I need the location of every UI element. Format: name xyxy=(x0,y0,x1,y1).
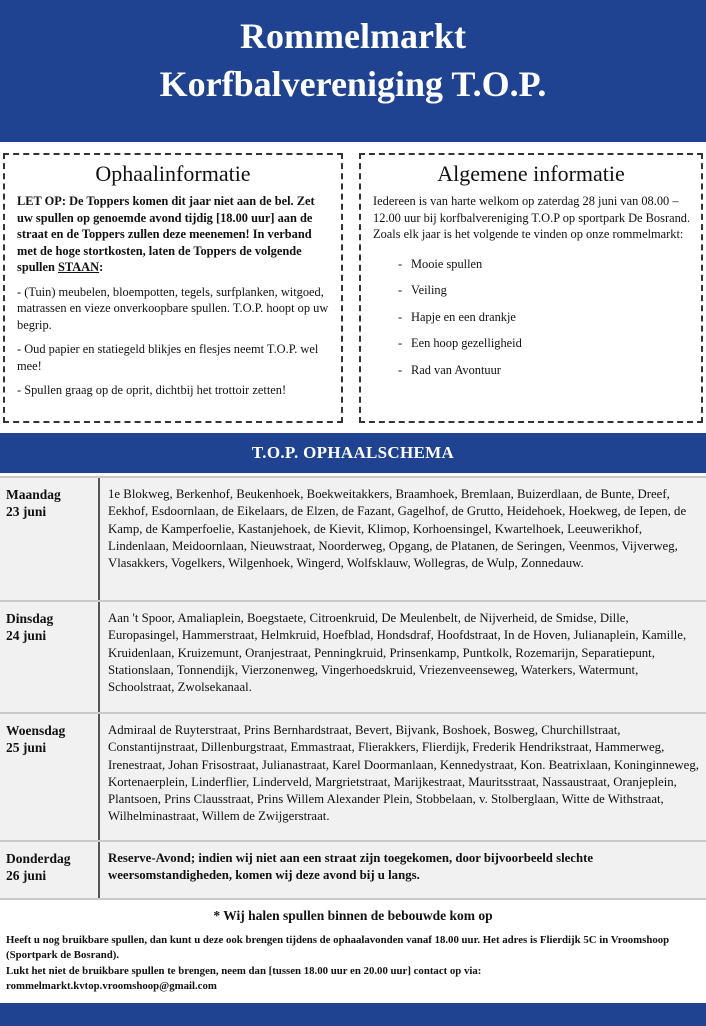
street-list: Aan 't Spoor, Amaliaplein, Boegstaete, Citroenkruid, De Meulenbelt, de Nijverheid, de Smidse, Dille, Europasingel, Hammerstraat, Helmkruid, Hoefblad, Hondsdraf, Hoofdstraat, In de Hoven, Julianaplein, Kamille, Kruidenlaan, Kruizemunt, Oranjestraat, Penningkruid, Prinsenkamp, Puntkolk, Rozemarijn, Separatiepunt, Stationslaan, Tonnendijk, Vierzonenweg, Vingerhoedskruid, Vriezenveenseweg, Waterkers, Watermunt, Schoolstraat, Zwolsekanaal. xyxy=(108,611,687,695)
algemene-informatie-title: Algemene informatie xyxy=(437,161,625,186)
street-list: 1e Blokweg, Berkenhof, Beukenhoek, Boekweitakkers, Braamhoek, Bremlaan, Buizerdlaan, de Bunte, Dreef, Eekhof, Esdoornlaan, de Eikelaars, de Elzen, de Fazant, Gagelhof, de Grutto, Heidehoek, Hoekweg, de Iepen, de Kamp, de Kamperfoelie, Kastanjehoek, de Kievit, Klimop, Korhoensingel, Kwartelhoek, Leeuwerikhof, Lindenlaan, Meidoornlaan, Nieuwstraat, Noorderweg, Opgang, de Platanen, de Seringen, Veenmos, Vijverweg, Vlasakkers, Vogelkers, Wilgenhoek, Wingerd, Wolfsklauw, Wollegras, de Wulp, Zonnedauw. xyxy=(108,487,687,571)
ophaalinformatie-title: Ophaalinformatie xyxy=(95,161,251,186)
street-list: Reserve-Avond; indien wij niet aan een straat zijn toegekomen, door bijvoorbeeld slechte weersomstandigheden, komen wij deze avond bij u langs. xyxy=(108,851,594,883)
footer-info xyxy=(0,924,706,994)
ophaal-notice xyxy=(17,193,331,276)
bottom-bar xyxy=(0,1003,706,1026)
day-date: 26 juni xyxy=(6,868,47,883)
ophaalschema-title: T.O.P. OPHAALSCHEMA xyxy=(0,433,706,473)
ophaal-notice-underlined: STAAN xyxy=(57,260,100,274)
page-title: Rommelmarkt xyxy=(240,16,466,56)
schedule-row-donderdag xyxy=(0,840,706,898)
ophaal-item: - Oud papier en statiegeld blikjes en flesjes neemt T.O.P. wel mee! xyxy=(17,342,319,373)
street-list: Admiraal de Ruyterstraat, Prins Bernhardstraat, Bevert, Bijvank, Boshoek, Bosweg, Churchillstraat, Constantijnstraat, Dillenburgstraat, Emmastraat, Flierakkers, Flierdijk, Frederik Hendrikstraat, Hammerweg, Irenestraat, Johan Frisostraat, Julianastraat, Karel Doormanlaan, Kennedystraat, Kon. Beatrixlaan, Koninginneweg, Kortenaerplein, Linderflier, Linderveld, Margrietstraat, Marijkestraat, Mauritsstraat, Nassaustraat, Oranjeplein, Plantsoen, Prins Clausstraat, Prins Willem Alexander Plein, Stobbelaan, v. Stolberglaan, Witte de Withstraat, Wilhelminastraat, Willem de Zwijgerstraat. xyxy=(108,723,699,824)
algemeen-list xyxy=(373,251,691,384)
contact-email: rommelmarkt.kvtop.vroomshoop@gmail.com xyxy=(6,979,217,992)
schedule-row-woensdag xyxy=(0,712,706,840)
page-header xyxy=(0,0,706,142)
footer xyxy=(0,898,706,1002)
day-name: Maandag xyxy=(6,487,61,502)
footer-note: * Wij halen spullen binnen de bebouwde kom op xyxy=(213,908,493,923)
list-item: - Hapje en een drankje xyxy=(373,304,691,331)
schedule-day xyxy=(0,842,100,898)
algemene-informatie-box xyxy=(359,153,703,423)
day-name: Donderdag xyxy=(6,851,71,866)
algemeen-intro: Iedereen is van harte welkom op zaterdag 28 juni van 08.00 – 12.00 uur bij korfbalvereniging T.O.P op sportpark De Bosrand. xyxy=(373,194,691,225)
ophaalschema xyxy=(0,433,706,473)
schedule-day xyxy=(0,602,100,712)
day-name: Dinsdag xyxy=(6,611,54,626)
list-item: - Mooie spullen xyxy=(373,251,691,278)
day-date: 23 juni xyxy=(6,504,47,519)
footer-info-line: Lukt het niet de bruikbare spullen te brengen, neem dan [tussen 18.00 uur en 20.00 uur] contact op via: xyxy=(6,964,482,977)
ophaal-notice-text: LET OP: De Toppers komen dit jaar niet aan de bel. Zet uw spullen op genoemde avond tijdig [18.00 uur] aan de straat en de Toppers zullen deze meenemen! In verband met de hoge stortkosten, laten de Toppers de volgende spullen xyxy=(17,194,315,274)
ophaal-item: - Spullen graag op de oprit, dichtbij het trottoir zetten! xyxy=(17,383,287,397)
list-item: - Rad van Avontuur xyxy=(373,357,691,384)
footer-info-line: Heeft u nog bruikbare spullen, dan kunt u deze ook brengen tijdens de ophaalavonden vanaf 18.00 uur. Het adres is Flierdijk 5C in Vroomshoop (Sportpark de Bosrand). xyxy=(6,934,670,962)
schedule-row-dinsdag xyxy=(0,600,706,712)
ophaal-notice-end: : xyxy=(99,260,104,274)
schedule-row-maandag xyxy=(0,476,706,600)
page-subtitle: Korfbalvereniging T.O.P. xyxy=(159,64,547,104)
ophaal-item: - (Tuin) meubelen, bloempotten, tegels, surfplanken, witgoed, matrassen en vieze onverkoopbare spullen. T.O.P. hoopt op uw begrip. xyxy=(17,284,329,332)
day-date: 24 juni xyxy=(6,628,47,643)
day-date: 25 juni xyxy=(6,740,47,755)
ophaalinformatie-box xyxy=(3,153,343,423)
day-name: Woensdag xyxy=(6,723,66,738)
list-item: - Veiling xyxy=(373,277,691,304)
list-item: - Een hoop gezelligheid xyxy=(373,330,691,357)
schedule-day xyxy=(0,478,100,600)
schedule-day xyxy=(0,714,100,840)
algemeen-intro-2: Zoals elk jaar is het volgende te vinden op onze rommelmarkt: xyxy=(373,227,684,241)
